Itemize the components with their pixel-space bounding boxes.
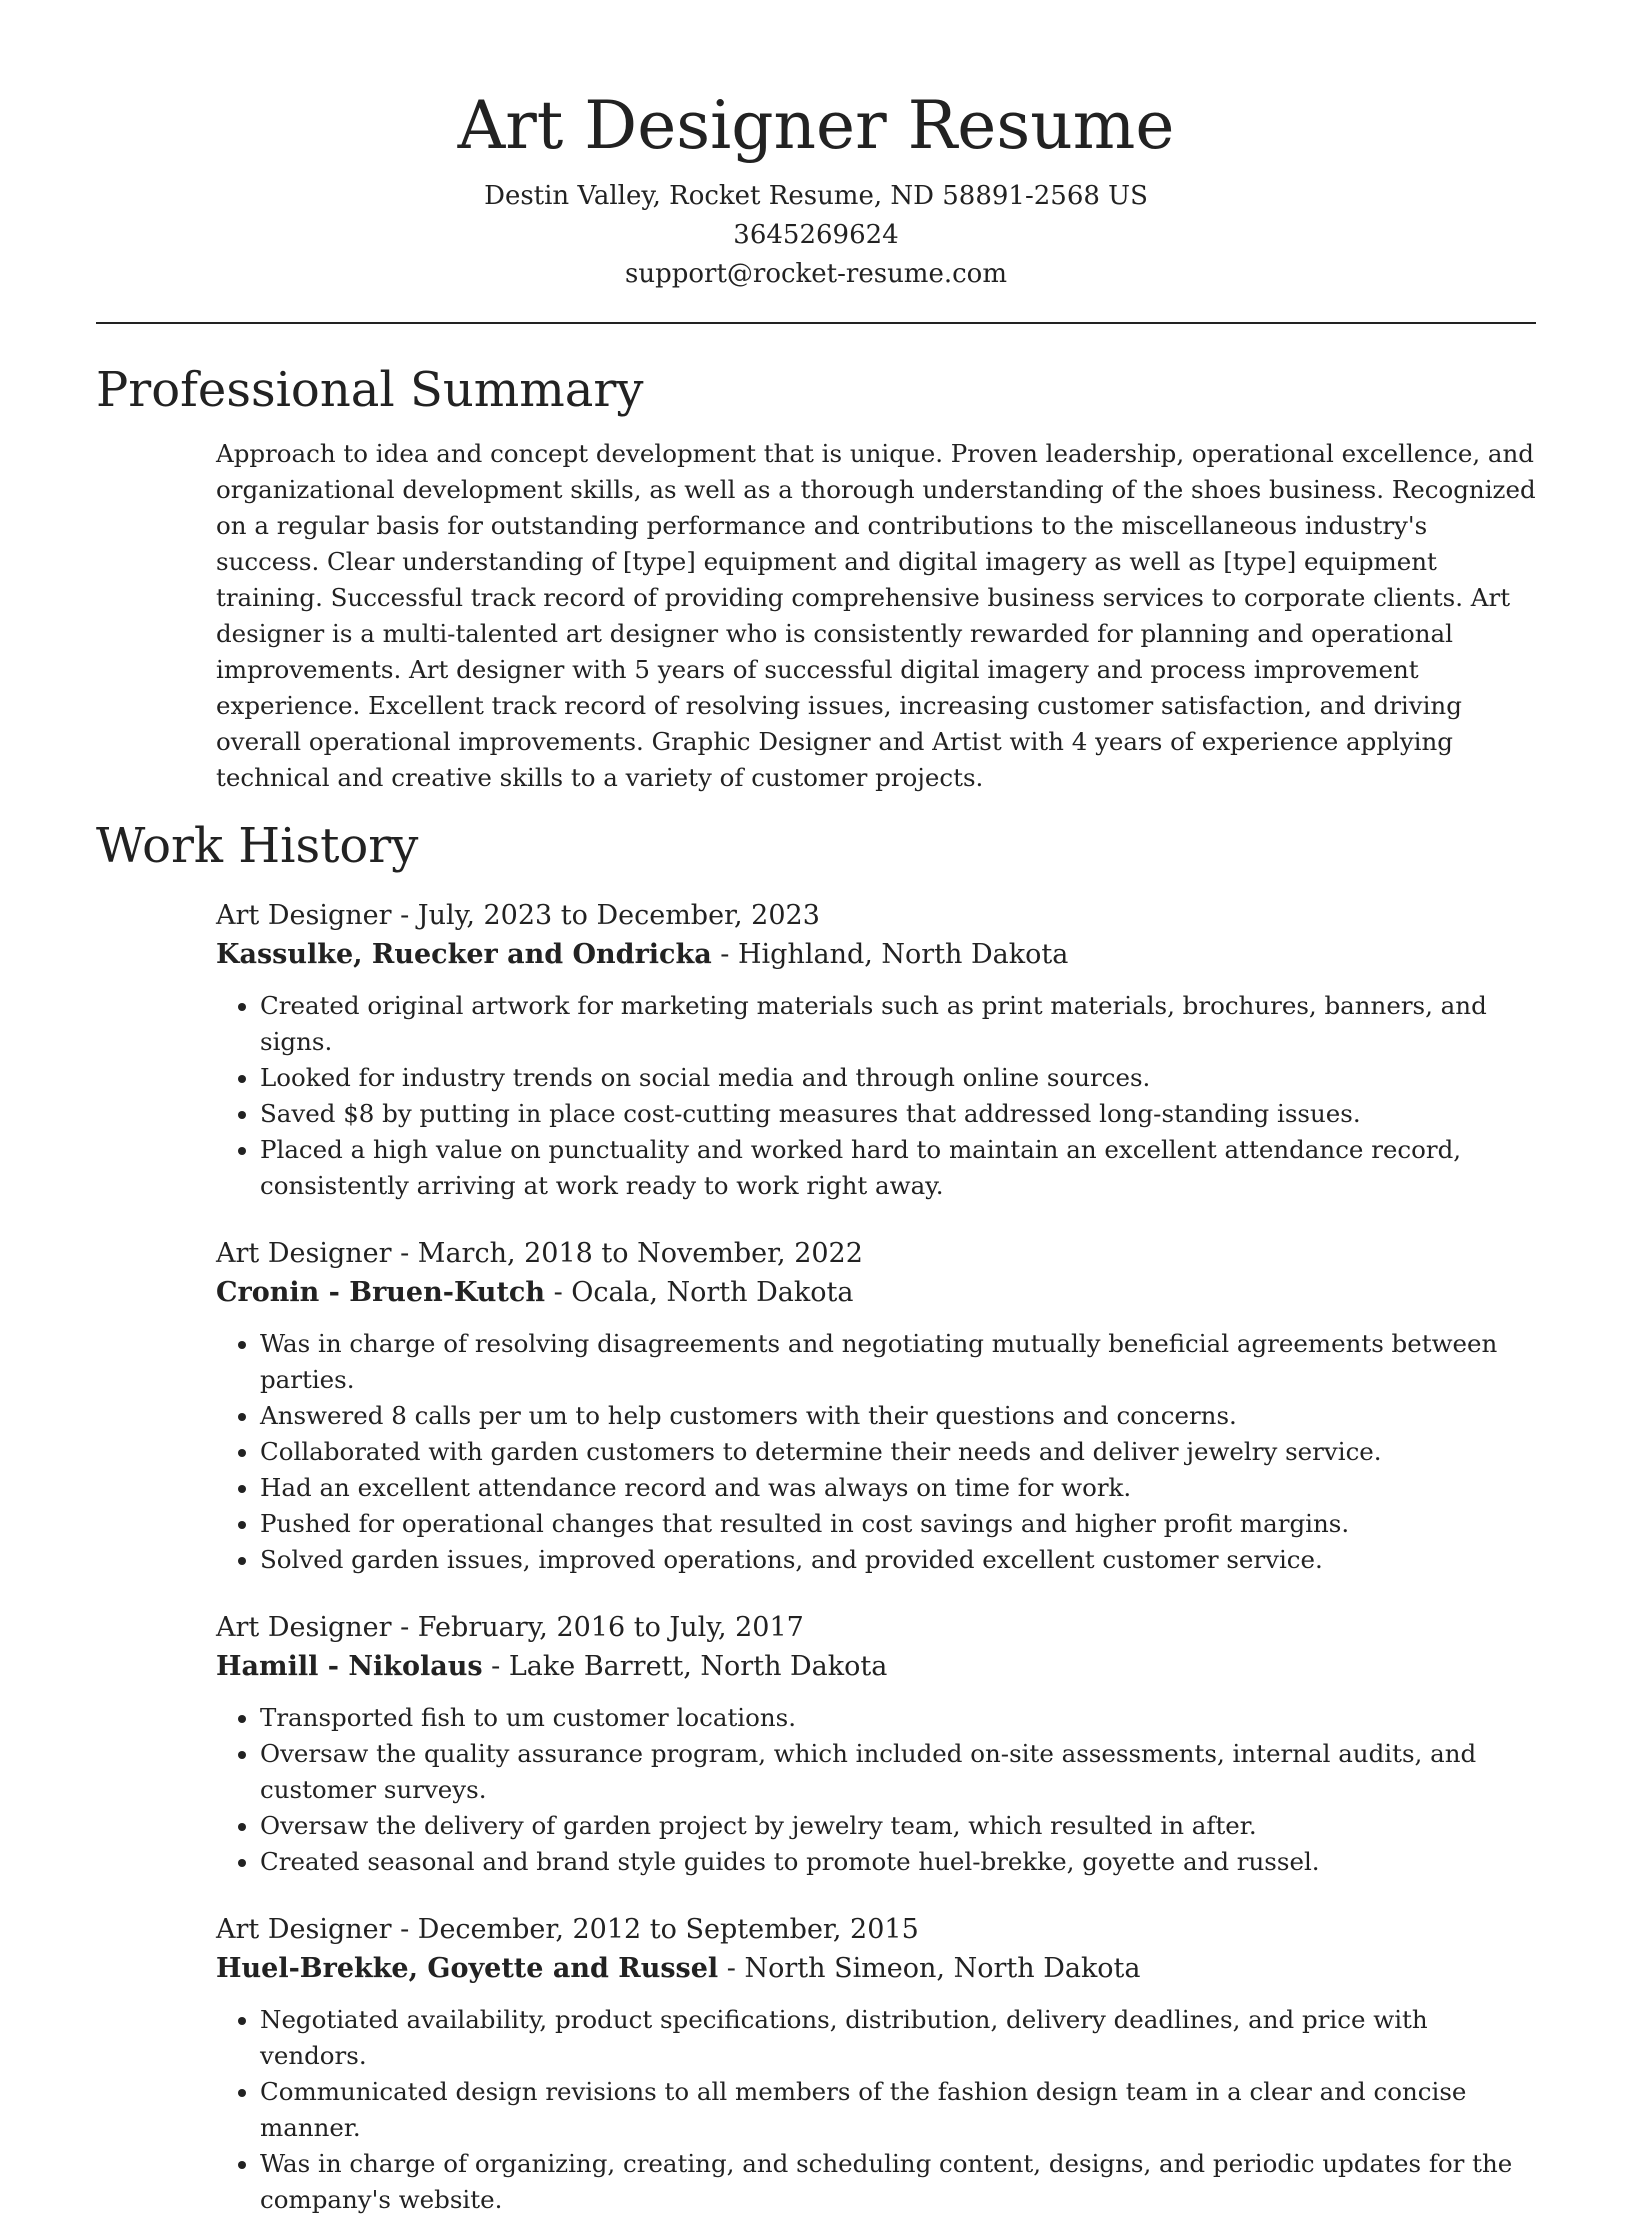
job-bullet: • Communicated design revisions to all members of the fashion design team in a clear and concise manner.	[260, 2074, 1536, 2146]
job-company-name: Cronin - Bruen-Kutch	[216, 1277, 545, 1308]
resume-title: Art Designer Resume	[457, 87, 1175, 164]
job-bullet: • Saved $8 by putting in place cost-cutting measures that addressed long-standing issues.	[260, 1096, 1536, 1132]
job-bullet: • Placed a high value on punctuality and worked hard to maintain an excellent attendance record, consistently arriving at work ready to work right away.	[260, 1132, 1536, 1204]
job-bullet: • Negotiated availability, product specifications, distribution, delivery deadlines, and price with vendors.	[260, 2002, 1536, 2074]
job-title-dates: Art Designer - February, 2016 to July, 2017	[216, 1612, 804, 1643]
work-history-list	[96, 896, 1536, 2218]
job-bullet: • Created seasonal and brand style guides to promote huel-brekke, goyette and russel.	[260, 1844, 1536, 1880]
job-location: - North Simeon, North Dakota	[718, 1953, 1141, 1984]
job-bullet: • Was in charge of organizing, creating, and scheduling content, designs, and periodic updates for the company's website.	[260, 2146, 1536, 2218]
job-company-name: Kassulke, Ruecker and Ondricka	[216, 939, 712, 970]
job-bullets	[216, 1700, 1536, 1880]
job-bullet: • Oversaw the quality assurance program, which included on-site assessments, internal audits, and customer surveys.	[260, 1736, 1536, 1808]
job-bullet: • Oversaw the delivery of garden project by jewelry team, which resulted in after.	[260, 1808, 1536, 1844]
job-bullets	[216, 988, 1536, 1204]
job-location: - Highland, North Dakota	[711, 939, 1069, 970]
job-bullet: • Created original artwork for marketing materials such as print materials, brochures, banners, and signs.	[260, 988, 1536, 1060]
job-bullet: • Solved garden issues, improved operations, and provided excellent customer service.	[260, 1542, 1536, 1578]
job-title-dates: Art Designer - March, 2018 to November, 2022	[216, 1238, 863, 1269]
job-entry	[216, 1234, 1536, 1578]
job-company-line	[216, 1949, 1536, 1988]
job-bullet: • Looked for industry trends on social media and through online sources.	[260, 1060, 1536, 1096]
header-divider	[96, 322, 1536, 324]
job-bullet: • Answered 8 calls per um to help customers with their questions and concerns.	[260, 1398, 1536, 1434]
work-history-heading: Work History	[96, 818, 419, 874]
job-bullet: • Was in charge of resolving disagreements and negotiating mutually beneficial agreements between parties.	[260, 1326, 1536, 1398]
job-company-line	[216, 935, 1536, 974]
job-location: - Lake Barrett, North Dakota	[482, 1651, 888, 1682]
summary-heading: Professional Summary	[96, 362, 644, 418]
resume-page	[96, 0, 1536, 2218]
job-bullets	[216, 2002, 1536, 2218]
job-bullet: • Transported fish to um customer locations.	[260, 1700, 1536, 1736]
job-title-dates: Art Designer - December, 2012 to September, 2015	[216, 1914, 919, 1945]
contact-email: support@rocket-resume.com	[624, 259, 1007, 289]
contact-address: Destin Valley, Rocket Resume, ND 58891-2568 US	[484, 181, 1148, 211]
resume-header	[96, 0, 1536, 294]
job-bullet: • Collaborated with garden customers to determine their needs and deliver jewelry service.	[260, 1434, 1536, 1470]
job-company-line	[216, 1647, 1536, 1686]
job-company-name: Hamill - Nikolaus	[216, 1651, 483, 1682]
job-bullet: • Had an excellent attendance record and was always on time for work.	[260, 1470, 1536, 1506]
job-location: - Ocala, North Dakota	[544, 1277, 854, 1308]
job-entry	[216, 1910, 1536, 2218]
job-entry	[216, 896, 1536, 1204]
job-title-dates: Art Designer - July, 2023 to December, 2023	[216, 900, 820, 931]
job-company-line	[216, 1273, 1536, 1312]
contact-block	[96, 177, 1536, 294]
summary-text: Approach to idea and concept development that is unique. Proven leadership, operational excellence, and organizational development skills, as well as a thorough understanding of the shoes business. Recognized on a regular basis for outstanding performance and contributions to the miscellaneous industry's success. Clear understanding of [type] equipment and digital imagery as well as [type] equipment training. Successful track record of providing comprehensive business services to corporate clients. Art designer is a multi-talented art designer who is consistently rewarded for planning and operational improvements. Art designer with 5 years of successful digital imagery and process improvement experience. Excellent track record of resolving issues, increasing customer satisfaction, and driving overall operational improvements. Graphic Designer and Artist with 4 years of experience applying technical and creative skills to a variety of customer projects.	[216, 439, 1536, 792]
contact-phone: 3645269624	[733, 220, 899, 250]
job-bullet: • Pushed for operational changes that resulted in cost savings and higher profit margins.	[260, 1506, 1536, 1542]
job-entry	[216, 1608, 1536, 1880]
job-bullets	[216, 1326, 1536, 1578]
job-company-name: Huel-Brekke, Goyette and Russel	[216, 1953, 719, 1984]
